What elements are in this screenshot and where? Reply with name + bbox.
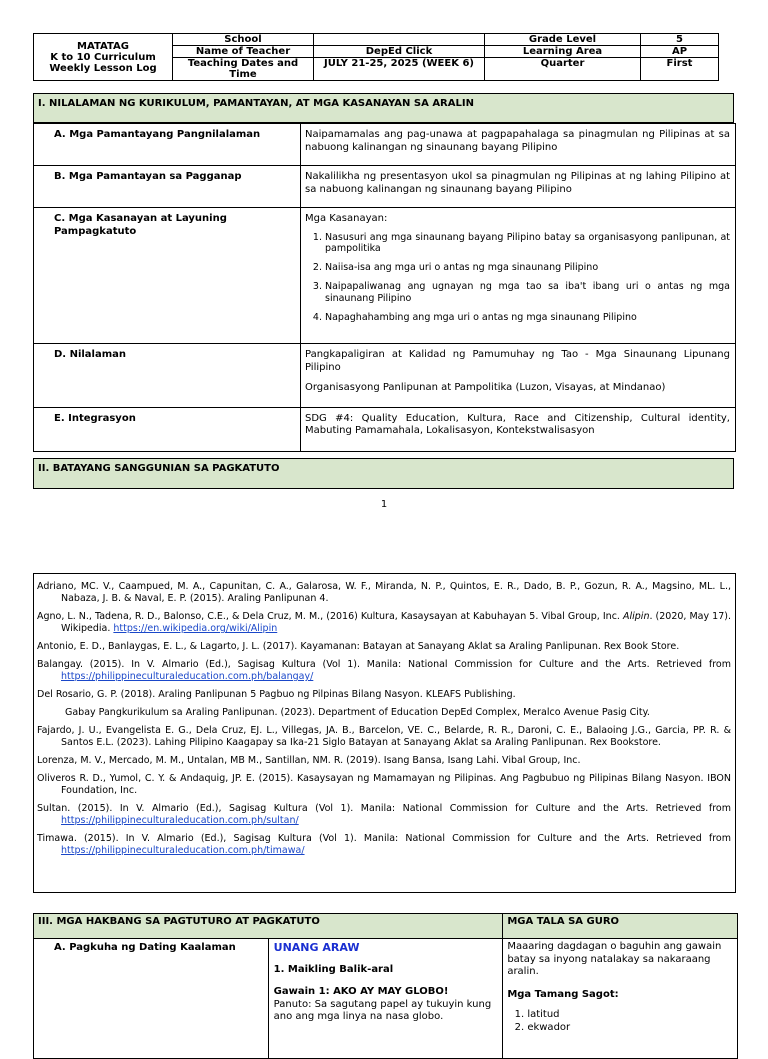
answers-list xyxy=(507,1009,733,1034)
header-title-line-1: MATATAG xyxy=(77,40,129,52)
section-3-table xyxy=(33,913,738,1059)
answers-title: Mga Tamang Sagot: xyxy=(507,988,619,1000)
reference-text: Timawa. (2015). In V. Almario (Ed.), Sagisag Kultura (Vol 1). Manila: National Commission for Culture and the Arts. Retrieved from xyxy=(37,833,731,844)
competencies-label xyxy=(34,208,301,344)
content-cell xyxy=(301,344,736,408)
header-title xyxy=(34,34,173,81)
answer-item: 1. latitud xyxy=(527,1009,733,1022)
reference-item: Del Rosario, G. P. (2018). Araling Panlipunan 5 Pagbuo ng Pilpinas Bilang Nasyon. KLEAFS Publishing. xyxy=(37,689,516,700)
reference-item xyxy=(37,803,731,827)
integration-text: SDG #4: Quality Education, Kultura, Race and Citizenship, Cultural identity, Mabuting Pamamahala, Lokalisasyon, Kontekstwalisasyon xyxy=(301,407,736,451)
competency-item: 3. Naipapaliwanag ang ugnayan ng mga tao sa iba't ibang uri o antas ng mga sinaunang Pilipino xyxy=(325,281,730,305)
reference-link[interactable]: https://philippineculturaleducation.com.ph/sultan/ xyxy=(61,815,299,826)
learning-area-label: Learning Area xyxy=(485,46,641,58)
page-number: 1 xyxy=(380,499,388,510)
competencies-cell xyxy=(301,208,736,344)
grade-level-label: Grade Level xyxy=(485,34,641,46)
activity-title: Gawain 1: AKO AY MAY GLOBO! xyxy=(273,986,449,998)
dates-label: Teaching Dates and Time xyxy=(173,58,314,81)
section-2-heading: II. BATAYANG SANGGUNIAN SA PAGKATUTO xyxy=(33,458,734,489)
header-title-line-3: Weekly Lesson Log xyxy=(49,62,157,74)
lesson-step-cell xyxy=(268,939,503,1059)
integration-label: E. Integrasyon xyxy=(34,407,301,451)
activity-instruction: Panuto: Sa sagutang papel ay tukuyin kung ano ang mga linya na nasa globo. xyxy=(273,998,492,1023)
quarter-label: Quarter xyxy=(485,58,641,81)
header-title-line-2: K to 10 Curriculum xyxy=(50,51,156,63)
reference-item: Gabay Pangkurikulum sa Araling Panlipunan. (2023). Department of Education DepEd Complex, Meralco Avenue Pasig City. xyxy=(65,707,650,718)
teacher-notes-cell xyxy=(503,939,738,1059)
competency-item: 2. Naiisa-isa ang mga uri o antas ng mga sinaunang Pilipino xyxy=(325,262,730,274)
content-standards-label: A. Mga Pamantayang Pangnilalaman xyxy=(34,124,301,166)
competencies-list xyxy=(305,232,730,324)
reference-item xyxy=(37,833,731,857)
reference-item: Lorenza, M. V., Mercado, M. M., Untalan, MB M., Santillan, NM. R. (2019). Isang Bansa, Isang Lahi. Vibal Group, Inc. xyxy=(37,755,581,766)
competency-item: 1. Nasusuri ang mga sinaunang bayang Pilipino batay sa organisasyong panlipunan, at pampolitika xyxy=(325,232,730,256)
reference-item: Antonio, E. D., Banlaygas, E. L., & Lagarto, J. L. (2017). Kayamanan: Batayan at Sanayang Aklat sa Araling Panlipunan. Rex Book Store. xyxy=(37,641,680,652)
dates-value: JULY 21-25, 2025 (WEEK 6) xyxy=(314,58,485,81)
content-standards-text: Naipamamalas ang pag-unawa at pagpapahalaga sa pinagmulan ng Pilipinas at sa nabuong kalinangan ng sinaunang bayang Pilipino xyxy=(301,124,736,166)
reference-text: Balangay. (2015). In V. Almario (Ed.), Sagisag Kultura (Vol 1). Manila: National Commission for Culture and the Arts. Retrieved from xyxy=(37,659,731,670)
content-line-1: Pangkapaligiran at Kalidad ng Pamumuhay ng Tao - Mga Sinaunang Lipunang Pilipino xyxy=(305,349,730,373)
reference-text: Agno, L. N., Tadena, R. D., Balonso, C.E., & Dela Cruz, M. M., (2016) Kultura, Kasaysayan at Kabuhayan 5. Vibal Group, Inc. xyxy=(37,611,623,622)
header-table xyxy=(33,33,719,81)
step-heading: 1. Maikling Balik-aral xyxy=(273,963,394,975)
performance-standards-text: Nakalilikha ng presentasyon ukol sa pinagmulan ng Pilipinas at ng lahing Pilipino at sa nabuong kalinangan ng sinaunang bayang Pilipino xyxy=(301,166,736,208)
reference-item: Fajardo, J. U., Evangelista E. G., Dela Cruz, EJ. L., Villegas, JA. B., Barcelon, VE. C., Belarde, R. R., Daroni, C. E., Balaoing J.G., Garcia, PP. R. & Santos E.L. (2023). Lahing Pilipino Kaagapay sa Ika-21 Siglo Batayan at Sanayang Aklat sa Araling Panlipunan. Rex Bookstore. xyxy=(37,725,731,748)
teacher-label: Name of Teacher xyxy=(173,46,314,58)
competency-item: 4. Napaghahambing ang mga uri o antas ng mga sinaunang Pilipino xyxy=(325,312,730,324)
content-line-2: Organisasyong Panlipunan at Pampolitika (Luzon, Visayas, at Mindanao) xyxy=(305,382,666,393)
day-heading: UNANG ARAW xyxy=(273,941,360,954)
performance-standards-label: B. Mga Pamantayan sa Pagganap xyxy=(34,166,301,208)
teacher-note: Maaaring dagdagan o baguhin ang gawain batay sa inyong natalakay sa nakaraang aralin. xyxy=(507,941,722,977)
reference-link[interactable]: https://philippineculturaleducation.com.ph/timawa/ xyxy=(61,845,305,856)
reference-text: Sultan. (2015). In V. Almario (Ed.), Sagisag Kultura (Vol 1). Manila: National Commission for Culture and the Arts. Retrieved from xyxy=(37,803,731,814)
school-value xyxy=(314,34,485,46)
answer-item: 2. ekwador xyxy=(527,1022,733,1035)
content-label: D. Nilalaman xyxy=(34,344,301,408)
reference-item xyxy=(37,659,731,683)
reference-link[interactable]: https://philippineculturaleducation.com.ph/balangay/ xyxy=(61,671,314,682)
reference-link[interactable]: https://en.wikipedia.org/wiki/Alipin xyxy=(113,623,278,634)
section-1-table xyxy=(33,123,736,452)
reference-item: Oliveros R. D., Yumol, C. Y. & Andaquig, JP. E. (2015). Kasaysayan ng Mamamayan ng Pilipinas. Ang Pagbubuo ng Pilipinas Bilang Nasyon. IBON Foundation, Inc. xyxy=(37,773,731,796)
reference-title-italic: Alipin xyxy=(623,611,650,622)
learning-area-value: AP xyxy=(641,46,719,58)
school-label: School xyxy=(173,34,314,46)
quarter-value: First xyxy=(641,58,719,81)
teacher-notes-heading: MGA TALA SA GURO xyxy=(503,914,738,939)
section-3-heading: III. MGA HAKBANG SA PAGTUTURO AT PAGKATUTO xyxy=(34,914,503,939)
competencies-intro: Mga Kasanayan: xyxy=(305,213,388,224)
teacher-value: DepEd Click xyxy=(314,46,485,58)
grade-level-value: 5 xyxy=(641,34,719,46)
section-1-heading: I. NILALAMAN NG KURIKULUM, PAMANTAYAN, AT MGA KASANAYAN SA ARALIN xyxy=(33,93,734,123)
competencies-label-text: C. Mga Kasanayan at Layuning Pampagkatuto xyxy=(54,213,227,237)
prior-knowledge-label: A. Pagkuha ng Dating Kaalaman xyxy=(34,939,269,1059)
references-box xyxy=(33,573,736,893)
reference-item xyxy=(37,611,731,635)
reference-text: . (2020, May 17). Wikipedia. xyxy=(61,611,731,634)
reference-item: Adriano, MC. V., Caampued, M. A., Capunitan, C. A., Galarosa, W. F., Miranda, N. P., Quintos, E. R., Dado, B. P., Gozun, R. A., Magsino, ML. L., Nabaza, J. B. & Naval, E. P. (2015). Araling Panlipunan 4. xyxy=(37,581,731,604)
